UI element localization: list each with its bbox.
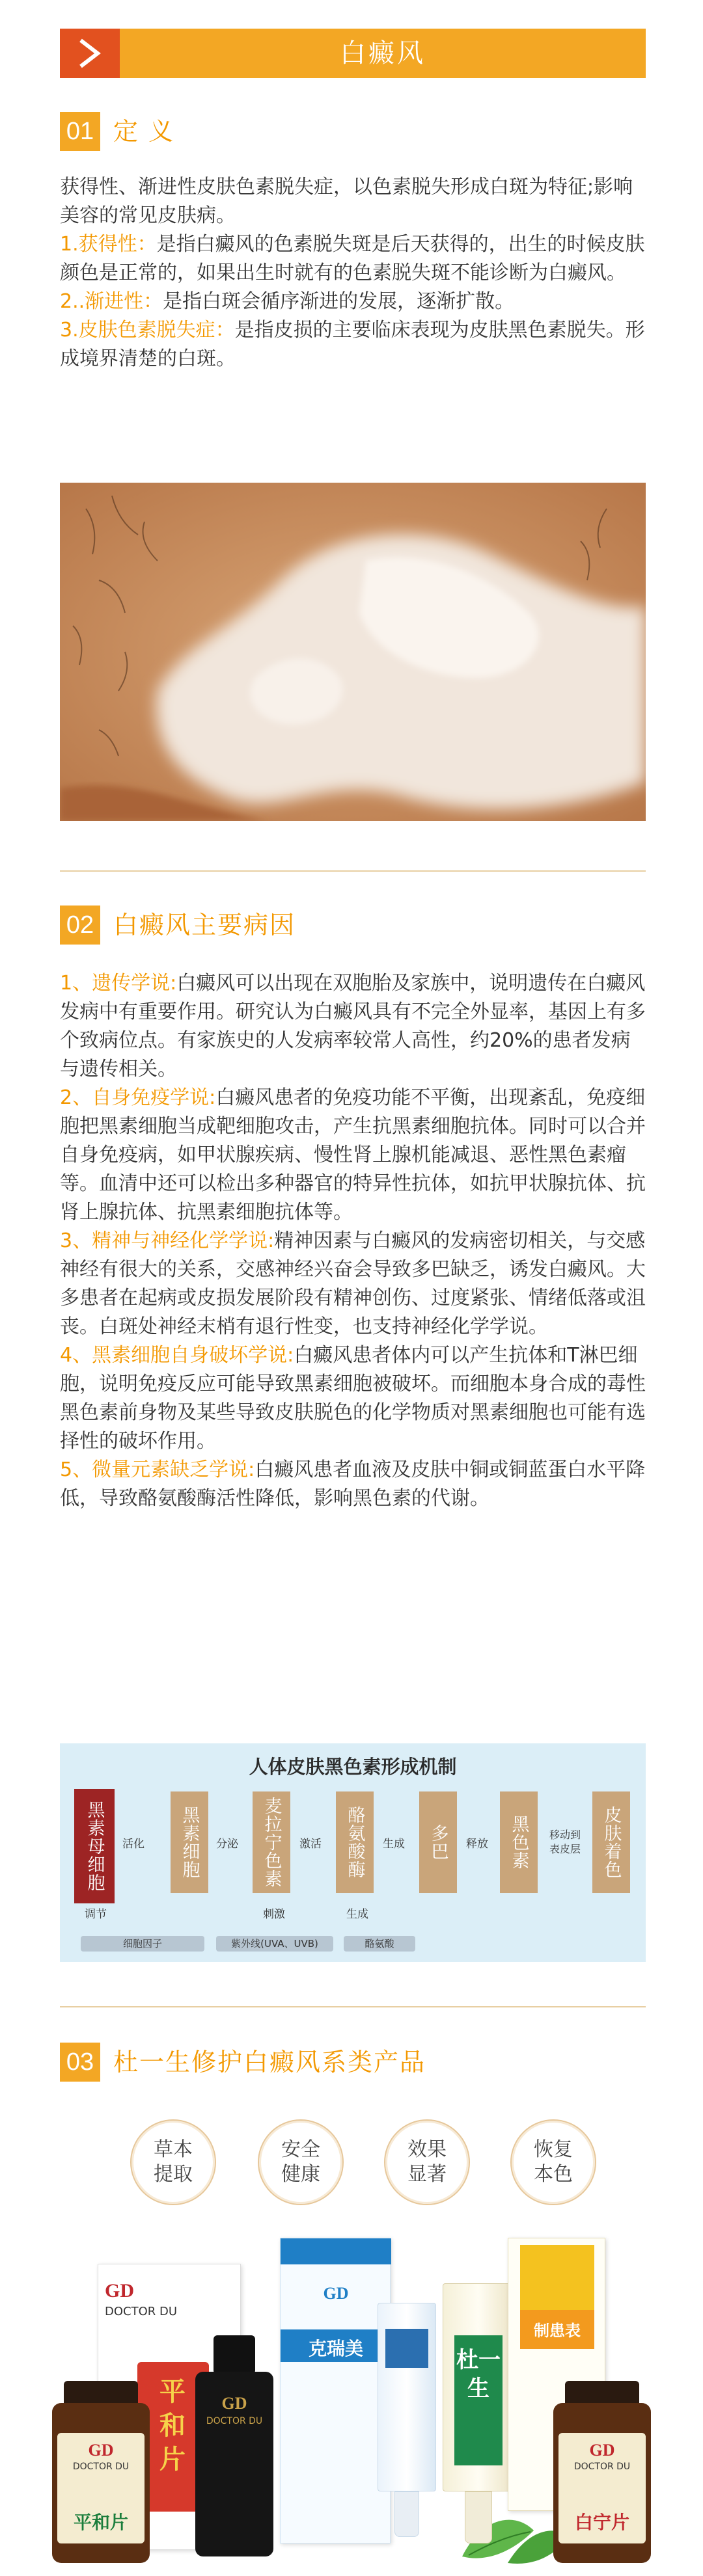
section-title: 定 义: [113, 117, 175, 146]
tube-cap: [465, 2491, 492, 2543]
feature-line: 恢复: [534, 2138, 573, 2161]
brand-name: DOCTOR DU: [573, 2462, 631, 2472]
product-tube-blue: [378, 2303, 436, 2537]
brand-logo: GD: [105, 2280, 134, 2301]
definition-term: 2..渐进性：: [60, 290, 163, 313]
diagram-title: 人体皮肤黑色素形成机制: [249, 1756, 457, 1778]
chevron-right-icon: [60, 29, 120, 78]
product-lineup: [52, 2238, 651, 2576]
section-number: 03: [60, 2043, 100, 2082]
brand-name: DOCTOR DU: [105, 2305, 178, 2318]
product-bottle-dark: [195, 2335, 273, 2556]
definition-desc: 是指白癜风的色素脱失斑是后天获得的，出生的时候皮肤颜色是正常的，如果出生时就有的色素脱失斑不能诊断为白癜风。: [60, 233, 645, 284]
cause-desc: 精神因素与白癜风的发病密切相关，与交感神经有很大的关系，交感神经兴奋会导致多巴缺乏，诱发白癜风。大多患者在起病或皮损发展阶段有精神创伤、过度紧张、情绪低落或沮丧。白斑处神经末梢有退行性变，也支持神经化学学说。: [60, 1229, 646, 1338]
diagram-note: 刺激: [263, 1908, 285, 1921]
diagram-box: 麦拉宁色素: [253, 1791, 290, 1893]
cause-desc: 白癜风患者的免疫功能不平衡，出现紊乱，免疫细胞把黑素细胞当成靶细胞攻击，产生抗黑素细胞抗体。同时可以合并自身免疫病，如甲状腺疾病、慢性肾上腺机能减退、恶性黑色素瘤等。血清中还可以检出多种器官的特异性抗体，如抗甲状腺抗体、抗肾上腺抗体、抗黑素细胞抗体等。: [60, 1086, 646, 1224]
diagram-arrow-label: 激活: [299, 1838, 322, 1851]
section-title: 白癜风主要病因: [113, 911, 296, 939]
diagram-factor-bar: 紫外线(UVA、UVB): [216, 1936, 333, 1952]
diagram-note: 生成: [346, 1908, 368, 1921]
product-name: 制患表: [534, 2322, 581, 2340]
header-banner: [60, 29, 646, 78]
cause-term: 3、精神与神经化学学说:: [60, 1229, 275, 1252]
product-box-keruimei: [280, 2238, 391, 2543]
cause-desc: 白癜风患者体内可以产生抗体和T淋巴细胞，说明免疫反应可能导致黑素细胞被破坏。而细胞本身合成的毒性黑色素前身物及某些导致皮肤脱色的化学物质对黑素细胞也可能有选择性的破坏作用。: [60, 1344, 646, 1453]
definition-intro: 获得性、渐进性皮肤色素脱失症，以色素脱失形成白斑为特征;影响美容的常见皮肤病。: [60, 176, 633, 227]
product-name: 白宁片: [574, 2512, 629, 2533]
tube-label: [385, 2329, 428, 2368]
definition-item: [60, 288, 646, 316]
section-title: 杜一生修护白癜风系类产品: [113, 2048, 426, 2076]
cause-item: [60, 1227, 646, 1341]
causes-text: [60, 969, 646, 1513]
feature-line: 显著: [407, 2163, 447, 2186]
definition-item: [60, 316, 646, 373]
box-top-band: [520, 2245, 594, 2310]
diagram-box: 黑素母细胞: [74, 1789, 115, 1903]
product-name: 杜一生: [456, 2347, 501, 2402]
diagram-note: 调节: [85, 1908, 107, 1921]
feature-line: 效果: [407, 2138, 447, 2161]
diagram-arrow-label: 活化: [122, 1838, 145, 1851]
feature-line: 健康: [281, 2163, 320, 2186]
diagram-box: 黑素细胞: [171, 1791, 208, 1893]
feature-circle: [510, 2119, 596, 2205]
brand-logo: GD: [589, 2441, 615, 2460]
diagram-arrow-label: 释放: [466, 1838, 488, 1851]
definition-item: [60, 230, 646, 288]
brand-logo: GD: [323, 2284, 349, 2303]
diagram-factor-bar: 细胞因子: [81, 1936, 204, 1952]
diagram-box: 多巴: [419, 1791, 457, 1893]
bottle-cap: [214, 2335, 255, 2374]
vitiligo-skin-photo: [60, 483, 646, 821]
section-divider: [60, 2006, 646, 2007]
definition-desc: 是指白斑会循序渐进的发展，逐渐扩散。: [163, 290, 515, 313]
diagram-box: 皮肤着色: [592, 1791, 630, 1893]
section-number: 01: [60, 112, 100, 151]
definition-desc: 是指皮损的主要临床表现为皮肤黑色素脱失。形成境界清楚的白斑。: [60, 319, 645, 370]
cause-item: [60, 1456, 646, 1513]
cause-item: [60, 1084, 646, 1227]
feature-circle: [384, 2119, 470, 2205]
diagram-arrow-label: 移动到表皮层: [549, 1829, 581, 1855]
box-top-band: [281, 2238, 391, 2264]
diagram-factor-bar: 酪氨酸: [344, 1936, 415, 1952]
tube-cap: [394, 2491, 419, 2537]
section-divider: [60, 870, 646, 872]
definition-term: 3.皮肤色素脱失症：: [60, 319, 235, 342]
cause-item: [60, 1341, 646, 1456]
feature-line: 本色: [534, 2163, 573, 2186]
product-jar-pinghe: [52, 2381, 150, 2563]
diagram-arrow-label: 生成: [383, 1838, 405, 1851]
feature-line: 草本: [154, 2138, 193, 2161]
product-tube-duyisheng: [443, 2283, 514, 2543]
definition-text: [60, 173, 646, 373]
cause-desc: 白癜风患者血液及皮肤中铜或铜蓝蛋白水平降低，导致酪氨酸酶活性降低，影响黑色素的代谢。: [60, 1458, 646, 1510]
feature-line: 提取: [154, 2163, 193, 2186]
cause-desc: 白癜风可以出现在双胞胎及家族中，说明遗传在白癜风发病中有重要作用。研究认为白癜风具有不完全外显率，基因上有多个致病位点。有家族史的人发病率较常人高性，约20%的患者发病与遗传相关。: [60, 972, 646, 1080]
feature-circle: [130, 2119, 216, 2205]
cause-term: 2、自身免疫学说:: [60, 1086, 216, 1109]
product-name: 平和片: [73, 2512, 128, 2533]
feature-circle: [258, 2119, 344, 2205]
cause-item: [60, 969, 646, 1084]
diagram-box: 黑色素: [500, 1791, 538, 1893]
feature-line: 安全: [281, 2138, 320, 2161]
page-title: 白癜风: [340, 38, 426, 68]
melanin-formation-diagram: [60, 1743, 646, 1962]
product-jar-baining: [553, 2381, 651, 2563]
brand-logo: GD: [88, 2441, 114, 2460]
brand-logo: GD: [221, 2394, 247, 2413]
section-number: 02: [60, 906, 100, 945]
cause-term: 1、遗传学说:: [60, 972, 177, 995]
diagram-arrow-label: 分泌: [216, 1838, 238, 1851]
product-name: 平和片: [159, 2377, 186, 2475]
cause-term: 5、微量元素缺乏学说:: [60, 1458, 255, 1481]
definition-term: 1.获得性：: [60, 233, 157, 256]
diagram-box: 酪氨酸酶: [336, 1791, 374, 1893]
cause-term: 4、黑素细胞自身破坏学说:: [60, 1344, 294, 1367]
brand-name: DOCTOR DU: [72, 2462, 130, 2472]
brand-name: DOCTOR DU: [206, 2416, 263, 2426]
product-name: 克瑞美: [308, 2338, 363, 2359]
